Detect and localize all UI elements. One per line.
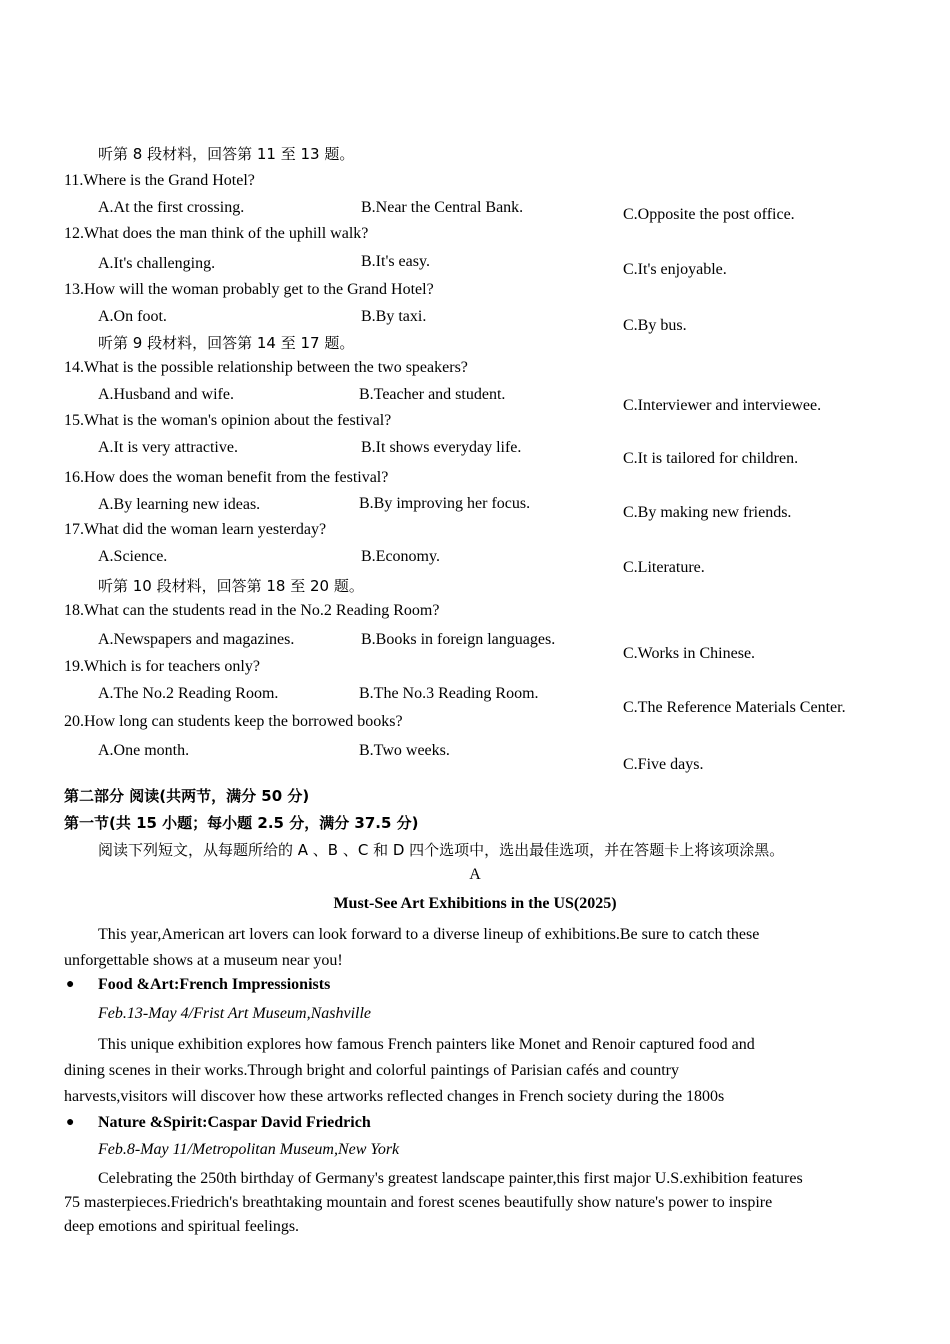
question-15-stem: 15.What is the woman's opinion about the festival? [64, 412, 392, 429]
intro-paragraph-line1: This year,American art lovers can look forward to a diverse lineup of exhibitions.Be sure to catch these [98, 926, 760, 943]
exhibition-description-line3: deep emotions and spiritual feelings. [64, 1218, 300, 1235]
intro-paragraph-line2: unforgettable shows at a museum near you! [64, 952, 343, 969]
reading-instruction: 阅读下列短文，从每题所给的 A 、B 、C 和 D 四个选项中，选出最佳选项，并在答题卡上将该项涂黑。 [98, 841, 785, 859]
section-intro-9: 听第 9 段材料，回答第 14 至 17 题。 [98, 334, 355, 352]
question-18-stem: 18.What can the students read in the No.2 Reading Room? [64, 602, 440, 619]
question-11-option-a: A.At the first crossing. [98, 199, 245, 216]
question-15-option-c: C.It is tailored for children. [623, 450, 799, 467]
question-12-option-a: A.It's challenging. [98, 255, 216, 272]
question-11-stem: 11.Where is the Grand Hotel? [64, 172, 255, 189]
question-14-option-b: B.Teacher and student. [359, 386, 506, 403]
question-16-stem: 16.How does the woman benefit from the festival? [64, 469, 389, 486]
question-17-option-b: B.Economy. [361, 548, 440, 565]
question-20-option-c: C.Five days. [623, 756, 704, 773]
passage-title: Must-See Art Exhibitions in the US(2025) [333, 895, 617, 912]
question-15-option-a: A.It is very attractive. [98, 439, 238, 456]
question-19-option-c: C.The Reference Materials Center. [623, 699, 846, 716]
question-17-option-c: C.Literature. [623, 559, 705, 576]
exhibition-description-line2: dining scenes in their works.Through bright and colorful paintings of Parisian cafés and country [64, 1062, 679, 1079]
question-17-stem: 17.What did the woman learn yesterday? [64, 521, 327, 538]
question-11-option-c: C.Opposite the post office. [623, 206, 795, 223]
question-16-option-c: C.By making new friends. [623, 504, 792, 521]
question-13-stem: 13.How will the woman probably get to the Grand Hotel? [64, 281, 434, 298]
passage-letter: A [469, 866, 481, 883]
exhibition-description-line3: harvests,visitors will discover how these artworks reflected changes in French society during the 1800s [64, 1088, 725, 1105]
question-19-option-b: B.The No.3 Reading Room. [359, 685, 539, 702]
question-14-stem: 14.What is the possible relationship between the two speakers? [64, 359, 468, 376]
question-13-option-a: A.On foot. [98, 308, 167, 325]
question-14-option-c: C.Interviewer and interviewee. [623, 397, 822, 414]
question-19-option-a: A.The No.2 Reading Room. [98, 685, 279, 702]
section-intro-8: 听第 8 段材料，回答第 11 至 13 题。 [98, 145, 355, 163]
question-16-option-b: B.By improving her focus. [359, 495, 531, 512]
question-20-option-a: A.One month. [98, 742, 190, 759]
question-18-option-c: C.Works in Chinese. [623, 645, 756, 662]
question-13-option-c: C.By bus. [623, 317, 687, 334]
question-19-stem: 19.Which is for teachers only? [64, 658, 260, 675]
question-14-option-a: A.Husband and wife. [98, 386, 234, 403]
question-18-option-a: A.Newspapers and magazines. [98, 631, 295, 648]
question-11-option-b: B.Near the Central Bank. [361, 199, 524, 216]
exhibition-description-line1: Celebrating the 250th birthday of Germany's greatest landscape painter,this first major U.S.exhibition features [98, 1170, 803, 1187]
question-15-option-b: B.It shows everyday life. [361, 439, 522, 456]
question-20-stem: 20.How long can students keep the borrowed books? [64, 713, 403, 730]
part-two-title: 第二部分 阅读(共两节，满分 50 分) [64, 787, 310, 805]
bullet-icon: ● [66, 977, 75, 992]
exhibition-title: Nature &Spirit:Caspar David Friedrich [98, 1114, 371, 1131]
exhibition-title: Food &Art:French Impressionists [98, 976, 331, 993]
question-17-option-a: A.Science. [98, 548, 168, 565]
section-one-title: 第一节(共 15 小题；每小题 2.5 分，满分 37.5 分) [64, 814, 419, 832]
question-12-stem: 12.What does the man think of the uphill walk? [64, 225, 369, 242]
exhibition-info: Feb.13-May 4/Frist Art Museum,Nashville [98, 1005, 371, 1022]
exhibition-info: Feb.8-May 11/Metropolitan Museum,New York [98, 1141, 400, 1158]
question-12-option-b: B.It's easy. [361, 253, 430, 270]
question-13-option-b: B.By taxi. [361, 308, 427, 325]
bullet-icon: ● [66, 1115, 75, 1130]
question-16-option-a: A.By learning new ideas. [98, 496, 261, 513]
exhibition-description-line2: 75 masterpieces.Friedrich's breathtaking mountain and forest scenes beautifully show nature's power to inspire [64, 1194, 773, 1211]
section-intro-10: 听第 10 段材料，回答第 18 至 20 题。 [98, 577, 364, 595]
question-12-option-c: C.It's enjoyable. [623, 261, 727, 278]
question-18-option-b: B.Books in foreign languages. [361, 631, 556, 648]
question-20-option-b: B.Two weeks. [359, 742, 450, 759]
exhibition-description-line1: This unique exhibition explores how famous French painters like Monet and Renoir captured food and [98, 1036, 755, 1053]
